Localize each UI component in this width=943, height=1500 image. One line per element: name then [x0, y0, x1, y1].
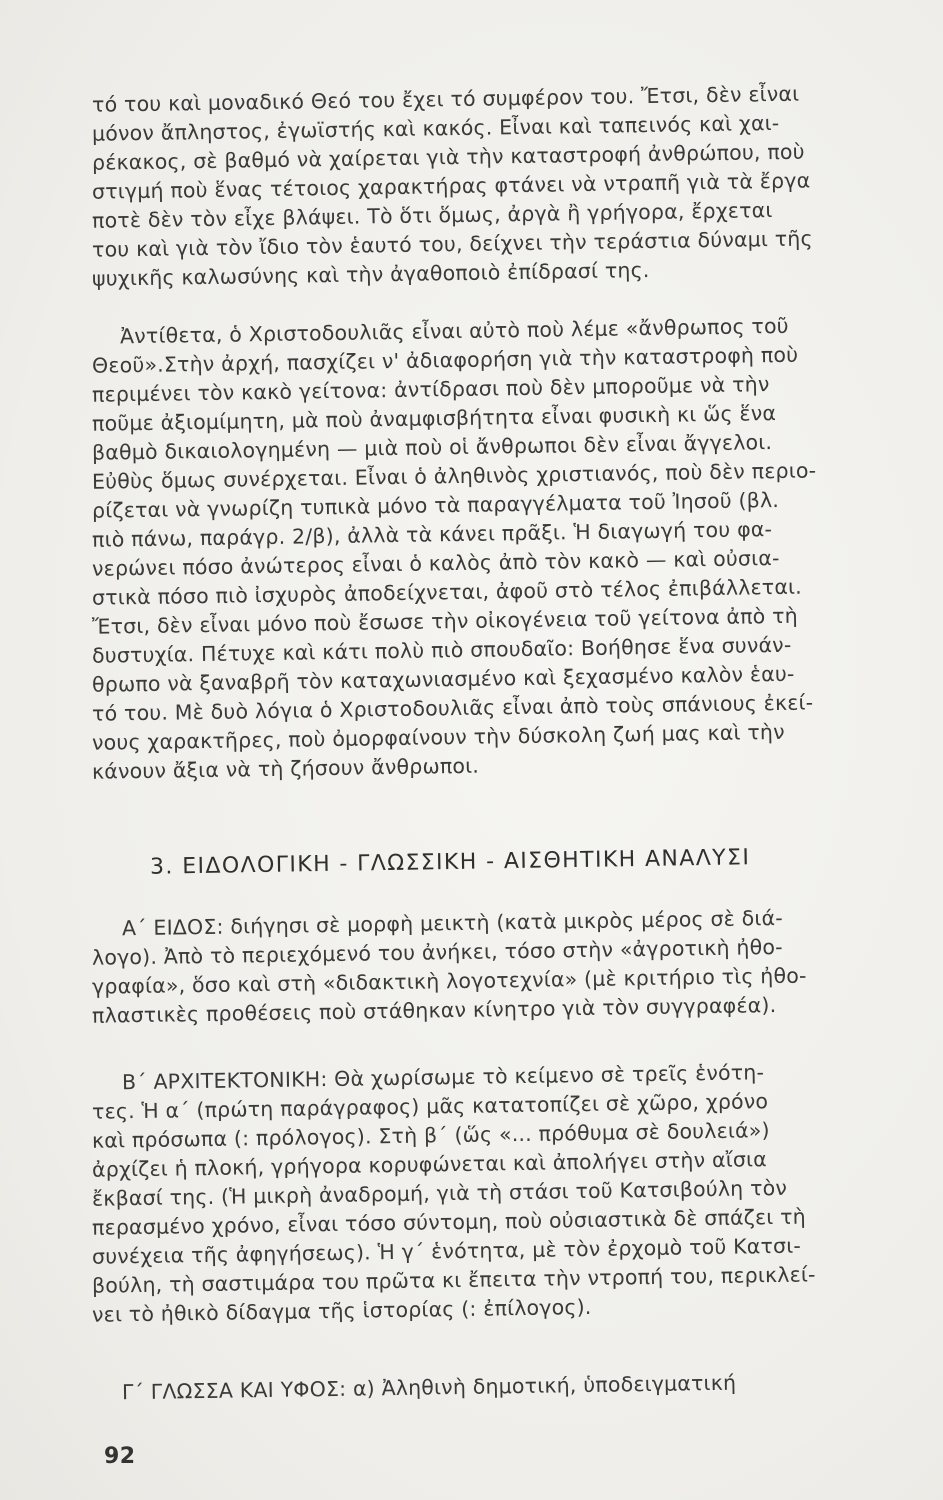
text-line: Θεοῦ».Στὴν ἀρχή, πασχίζει ν' ἀδιαφορήση γιὰ τὴν καταστροφὴ ποὺ [91, 342, 799, 378]
paragraph-3 [91, 905, 943, 1028]
section-heading: 3. ΕΙΔΟΛΟΓΙΚΗ - ΓΛΩΣΣΙΚΗ - ΑΙΣΘΗΤΙΚΗ ΑΝΑΛΥΣΙ [149, 845, 751, 880]
text-line: ἔκβασί της. (Ἡ μικρὴ ἀναδρομή, γιὰ τὴ στάσι τοῦ Κατσιβούλη τὸν [91, 1175, 788, 1211]
text-line: βούλη, τὴ σαστιμάρα του πρῶτα κι ἔπειτα τὴν ντροπή του, περικλεί- [91, 1262, 816, 1298]
text-line: ποτὲ δὲν τὸν εἶχε βλάψει. Τὸ ὅτι ὅμως, ἀργὰ ἢ γρήγορα, ἔρχεται [91, 198, 773, 233]
text-line: ρέκακος, σὲ βαθμό νὰ χαίρεται γιὰ τὴν καταστροφή ἀνθρώπου, ποὺ [91, 139, 805, 175]
text-line: Β΄ ΑΡΧΙΤΕΚΤΟΝΙΚΗ: Θὰ χωρίσωμε τὸ κείμενο σὲ τρεῖς ἑνότη- [121, 1060, 765, 1095]
paragraph-5 [92, 1370, 943, 1405]
text-line: τό του καὶ μοναδικό Θεό του ἔχει τό συμφέρον του. Ἔτσι, δὲν εἶναι [91, 81, 800, 117]
paragraph-1 [91, 81, 943, 291]
text-line: ἀρχίζει ἡ πλοκή, γρήγορα κορυφώνεται καὶ ἀπολήγει στὴν αἴσια [91, 1147, 768, 1182]
text-line: στιγμή ποὺ ἕνας τέτοιος χαρακτήρας φτάνει νὰ ντραπῆ γιὰ τὰ ἔργα [91, 168, 811, 204]
text-line: του καὶ γιὰ τὸν ἴδιο τὸν ἑαυτό του, δείχνει τὴν τεράστια δύναμι τῆς [91, 226, 813, 262]
text-line: στικὰ πόσο πιὸ ἰσχυρὸς ἀποδείχνεται, ἀφοῦ στὸ τέλος ἐπιβάλλεται. [91, 574, 803, 610]
text-line: δυστυχία. Πέτυχε καὶ κάτι πολὺ πιὸ σπουδαῖο: Βοήθησε ἕνα συνάν- [91, 632, 792, 668]
text-line: ποῦμε ἀξιομίμητη, μὰ ποὺ ἀναμφισβήτητα εἶναι φυσικὴ κι ὥς ἕνα [91, 401, 777, 436]
text-line: νους χαρακτῆρες, ποὺ ὀμορφαίνουν τὴν δύσκολη ζωή μας καὶ τὴν [91, 719, 785, 755]
text-line: κάνουν ἄξια νὰ τὴ ζήσουν ἄνθρωποι. [91, 753, 480, 784]
text-line: νει τὸ ἠθικὸ δίδαγμα τῆς ἱστορίας (: ἐπίλογος). [91, 1294, 592, 1327]
text-line: ρίζεται νὰ γνωρίζη τυπικὰ μόνο τὰ παραγγέλματα τοῦ Ἰησοῦ (βλ. [91, 487, 780, 523]
text-line: Εὐθὺς ὅμως συνέρχεται. Εἶναι ὁ ἀληθινὸς χριστιανός, ποὺ δὲν περιο- [91, 458, 817, 494]
text-line: νερώνει πόσο ἀνώτερος εἶναι ὁ καλὸς ἀπὸ τὸν κακὸ — καὶ οὐσια- [91, 545, 780, 581]
text-line: περιμένει τὸν κακὸ γείτονα: ἀντίδρασι ποὺ δὲν μποροῦμε νὰ τὴν [91, 372, 770, 407]
text-line: καὶ πρόσωπα (: πρόλογος). Στὴ β΄ (ὥς «... πρόθυμα σὲ δουλειά») [91, 1118, 770, 1153]
text-line: πιὸ πάνω, παράγρ. 2/β), ἀλλὰ τὰ κάνει πρᾶξι. Ἡ διαγωγή του φα- [91, 517, 773, 552]
text-line: θρωπο νὰ ξαναβρῆ τὸν καταχωνιασμένο καὶ ξεχασμένο καλὸν ἑαυ- [91, 661, 795, 697]
text-line: πλαστικὲς προθέσεις ποὺ στάθηκαν κίνητρο γιὰ τὸν συγγραφέα). [91, 993, 777, 1028]
text-line: μόνον ἄπληστος, ἐγωϊστής καὶ κακός. Εἶναι καὶ ταπεινός καὶ χαι- [91, 110, 780, 146]
paragraph-2 [91, 313, 943, 784]
text-line: Γ΄ ΓΛΩΣΣΑ ΚΑΙ ΥΦΟΣ: α) Ἀληθινὴ δημοτική, ὑποδειγματική [121, 1370, 737, 1405]
page-number: 92 [104, 1444, 136, 1469]
text-line: βαθμὸ δικαιολογημένη — μιὰ ποὺ οἱ ἄνθρωποι δὲν εἶναι ἄγγελοι. [91, 430, 773, 465]
text-line: γραφία», ὅσο καὶ στὴ «διδακτικὴ λογοτεχνία» (μὲ κριτήριο τὶς ἠθο- [91, 963, 807, 999]
text-line: συνέχεια τῆς ἀφηγήσεως). Ἡ γ΄ ἑνότητα, μὲ τὸν ἐρχομὸ τοῦ Κατσι- [91, 1233, 802, 1269]
text-line: Ἀντίθετα, ὁ Χριστοδουλιᾶς εἶναι αὐτὸ ποὺ λέμε «ἄνθρωπος τοῦ [119, 313, 789, 349]
text-line: τό του. Μὲ δυὸ λόγια ὁ Χριστοδουλιᾶς εἶναι ἀπὸ τοὺς σπάνιους ἐκεί- [91, 690, 814, 726]
paragraph-4 [91, 1060, 943, 1327]
text-line: ψυχικῆς καλωσύνης καὶ τὴν ἀγαθοποιὸ ἐπίδρασί της. [91, 257, 650, 291]
text-line: λογο). Ἀπὸ τὸ περιεχόμενό του ἀνήκει, τόσο στὴν «ἀγροτικὴ ἠθο- [91, 934, 783, 970]
text-line: τες. Ἡ α΄ (πρώτη παράγραφος) μᾶς κατατοπίζει σὲ χῶρο, χρόνο [91, 1089, 769, 1124]
text-line: περασμένο χρόνο, εἶναι τόσο σύντομη, ποὺ οὐσιαστικὰ δὲ σπάζει τὴ [91, 1204, 807, 1240]
text-line: Ἔτσι, δὲν εἶναι μόνο ποὺ ἔσωσε τὴν οἰκογένεια τοῦ γείτονα ἀπὸ τὴ [91, 603, 799, 639]
text-line: Α΄ ΕΙΔΟΣ: διήγησι σὲ μορφὴ μεικτὴ (κατὰ μικρὸς μέρος σὲ διά- [121, 905, 784, 941]
